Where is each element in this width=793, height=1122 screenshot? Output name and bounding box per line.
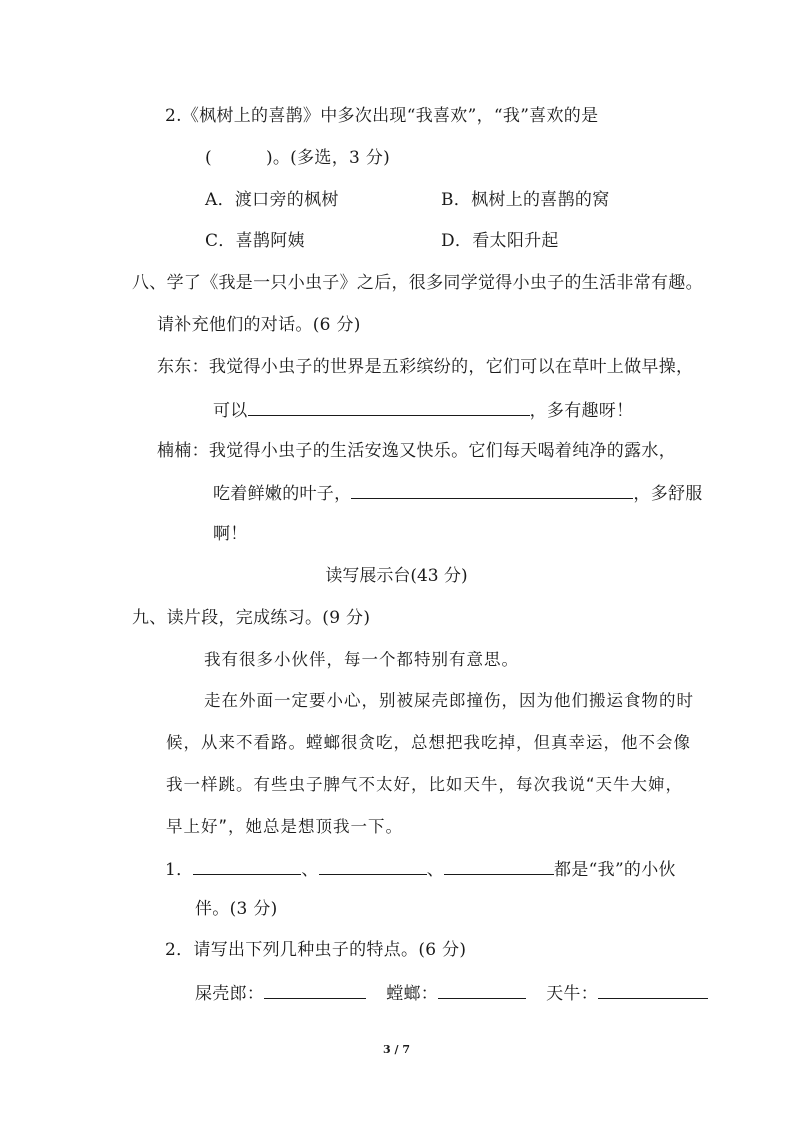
nannan-suffix: ，多舒服 bbox=[633, 484, 703, 504]
page-number: 3 / 7 bbox=[383, 1043, 410, 1056]
reading-section-header: 读写展示台(43 分) bbox=[325, 566, 468, 586]
dung-beetle-label: 屎壳郎： bbox=[195, 984, 265, 1004]
s9-q1-blank-1[interactable] bbox=[193, 856, 301, 875]
s9-q2-answers bbox=[195, 980, 708, 1006]
passage-paragraph2-line3: 我一样跳。有些虫子脾气不太好，比如天牛，每次我说“天牛大婶， bbox=[166, 775, 684, 794]
mantis-blank[interactable] bbox=[438, 980, 526, 999]
s9-q1-number: 1． bbox=[165, 860, 194, 880]
q2-answer-line bbox=[205, 146, 390, 170]
longhorn-beetle-label: 天牛： bbox=[546, 984, 599, 1004]
nannan-line1: 楠楠：我觉得小虫子的生活安逸又快乐。它们每天喝着纯净的露水， bbox=[157, 441, 676, 461]
s9-q2-text: 2．请写出下列几种虫子的特点。(6 分) bbox=[165, 940, 467, 960]
s9-q1-suffix: 都是“我”的小伙 bbox=[554, 860, 676, 880]
s9-q1-line1 bbox=[165, 856, 676, 882]
q2-option-b: B．枫树上的喜鹊的窝 bbox=[441, 190, 610, 210]
q2-paren-close: )。(多选，3 分) bbox=[265, 148, 391, 168]
s9-q1-separator-2: 、 bbox=[426, 860, 445, 880]
section8-title: 八、学了《我是一只小虫子》之后，很多同学觉得小虫子的生活非常有趣。 bbox=[132, 273, 703, 293]
dongdong-line1: 东东：我觉得小虫子的世界是五彩缤纷的，它们可以在草叶上做早操， bbox=[157, 357, 694, 377]
q2-paren-open: ( bbox=[205, 148, 212, 168]
s9-q1-line2: 伴。(3 分) bbox=[195, 899, 278, 919]
q2-option-a: A．渡口旁的枫树 bbox=[205, 190, 339, 210]
section8-instruction: 请补充他们的对话。(6 分) bbox=[157, 315, 361, 335]
section9-title: 九、读片段，完成练习。(9 分) bbox=[132, 608, 371, 628]
dongdong-prefix: 可以 bbox=[213, 401, 248, 421]
nannan-line2 bbox=[213, 480, 703, 506]
s9-q1-separator-1: 、 bbox=[301, 860, 319, 880]
nannan-line3: 啊！ bbox=[213, 524, 248, 544]
s9-q1-blank-2[interactable] bbox=[319, 856, 427, 875]
dung-beetle-blank[interactable] bbox=[264, 980, 366, 999]
q2-option-d: D．看太阳升起 bbox=[441, 231, 559, 251]
q2-option-c: C．喜鹊阿姨 bbox=[205, 231, 305, 251]
mantis-label: 螳螂： bbox=[386, 984, 439, 1004]
dongdong-suffix: ，多有趣呀！ bbox=[529, 401, 634, 421]
dongdong-line2 bbox=[213, 397, 633, 423]
dongdong-answer-blank[interactable] bbox=[248, 397, 530, 416]
s9-q1-blank-3[interactable] bbox=[444, 856, 554, 875]
nannan-prefix: 吃着鲜嫩的叶子， bbox=[213, 484, 352, 504]
passage-paragraph1: 我有很多小伙伴，每一个都特别有意思。 bbox=[204, 650, 519, 669]
passage-paragraph2-line1: 走在外面一定要小心，别被屎壳郎撞伤，因为他们搬运食物的时 bbox=[204, 691, 694, 710]
nannan-answer-blank[interactable] bbox=[351, 480, 633, 499]
passage-paragraph2-line2: 候，从来不看路。螳螂很贪吃，总想把我吃掉，但真幸运，他不会像 bbox=[166, 733, 691, 752]
longhorn-beetle-blank[interactable] bbox=[598, 980, 708, 999]
passage-paragraph2-line4: 早上好”，她总是想顶我一下。 bbox=[166, 817, 404, 836]
q2-stem: 2.《枫树上的喜鹊》中多次出现“我喜欢”，“我”喜欢的是 bbox=[165, 106, 599, 126]
